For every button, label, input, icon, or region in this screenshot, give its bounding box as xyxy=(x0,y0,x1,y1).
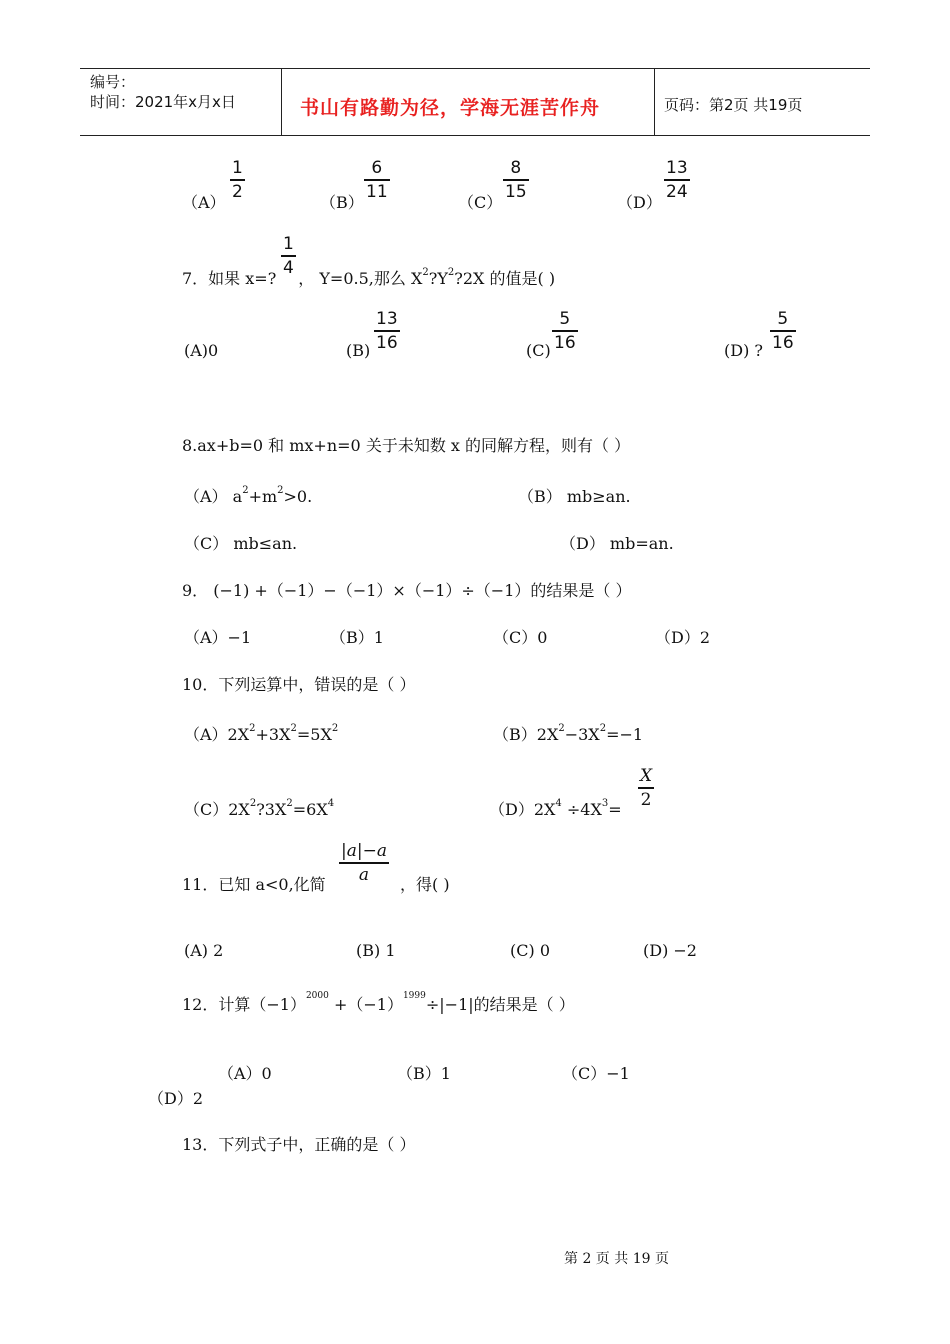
q7-mid2: ?Y xyxy=(428,269,448,288)
q9-option-a: （A）−1 xyxy=(184,628,252,647)
q7-stem xyxy=(182,266,555,289)
q7-prefix: 7．如果 x=? xyxy=(182,269,277,288)
q10-a-part: +3X xyxy=(255,725,291,744)
q9-stem: 9． (−1) +（−1）−（−1）×（−1）÷（−1）的结果是（ ） xyxy=(182,581,632,600)
q8-option-c: （C） mb≤an. xyxy=(184,534,298,553)
q6-option-a-fraction xyxy=(230,157,245,203)
q11-option-b: (B) 1 xyxy=(356,941,396,960)
q6-option-a-letter: （A） xyxy=(182,193,226,212)
q8-option-a-exp1: 2 xyxy=(242,485,249,496)
fraction-denominator: 4 xyxy=(283,257,294,278)
q10-a-exp: 2 xyxy=(290,723,297,734)
q10-c-part: （C）2X xyxy=(184,800,250,819)
q10-option-c xyxy=(184,797,334,820)
q12-exp2: 1999 xyxy=(402,991,426,1001)
q12-post: ÷|−1|的结果是（ ） xyxy=(425,995,575,1014)
q7-option-b-fraction xyxy=(374,308,400,354)
q10-d-part: （D）2X xyxy=(489,800,556,819)
q10-b-part: −3X xyxy=(564,725,600,744)
q8-option-a-text: （A） a xyxy=(184,487,243,506)
q10-b-part: =−1 xyxy=(606,725,644,744)
q10-c-part: ?3X xyxy=(256,800,287,819)
q10-d-part: = xyxy=(608,800,622,819)
q10-option-d xyxy=(489,797,622,820)
q11-option-c: (C) 0 xyxy=(510,941,550,960)
q11-prefix: 11．已知 a<0,化简 xyxy=(182,875,326,894)
q10-b-exp: 2 xyxy=(599,723,607,734)
fraction-denominator: a xyxy=(358,864,370,885)
fraction-denominator: 11 xyxy=(366,181,388,202)
q7-fraction xyxy=(281,233,296,279)
fraction-denominator: 15 xyxy=(505,181,527,202)
q11-suffix: ，得( ) xyxy=(400,875,450,894)
q7-option-c-letter: (C) xyxy=(526,341,551,360)
q12-option-c: （C）−1 xyxy=(562,1064,630,1083)
page-footer: 第 2 页 共 19 页 xyxy=(564,1251,669,1267)
q6-option-d-letter: （D） xyxy=(617,193,662,212)
q7-exp2: 2 xyxy=(447,267,455,278)
q10-d-part: ÷4X xyxy=(561,800,602,819)
q6-option-b-letter: （B） xyxy=(320,193,364,212)
fraction-denominator: 16 xyxy=(554,332,576,353)
q9-option-d: （D）2 xyxy=(655,628,711,647)
q10-c-exp: 2 xyxy=(249,798,257,809)
q12-exp1: 2000 xyxy=(305,991,329,1001)
q7-option-d-fraction xyxy=(770,308,796,354)
fraction-numerator: 5 xyxy=(777,309,789,329)
q7-exp1: 2 xyxy=(422,267,429,278)
q11-option-a: (A) 2 xyxy=(184,941,224,960)
q12-pre: 12．计算（−1） xyxy=(182,995,306,1014)
q8-stem: 8.ax+b=0 和 mx+n=0 关于未知数 x 的同解方程，则有（ ） xyxy=(182,436,631,455)
q10-b-part: （B）2X xyxy=(493,725,559,744)
q7-option-d-letter: (D) ? xyxy=(724,341,763,360)
header-divider-right xyxy=(654,68,655,136)
q9-option-c: （C）0 xyxy=(493,628,548,647)
fraction-numerator: 13 xyxy=(666,158,688,178)
fraction-denominator: 24 xyxy=(666,181,688,202)
header-time-label: 时间：2021年x月x日 xyxy=(90,93,236,111)
header-top-rule xyxy=(80,68,870,69)
q9-option-b: （B）1 xyxy=(330,628,384,647)
q10-a-exp: 2 xyxy=(249,723,256,734)
q8-option-a xyxy=(184,484,312,507)
fraction-numerator: 5 xyxy=(559,309,571,329)
fraction-numerator: 13 xyxy=(376,309,398,329)
q10-c-exp: 2 xyxy=(286,798,293,809)
header-page-label: 页码：第2页 共19页 xyxy=(664,96,803,114)
q12-stem xyxy=(182,991,575,1015)
q7-mid: ， Y=0.5,那么 X xyxy=(298,269,423,288)
q10-a-part: =5X xyxy=(296,725,332,744)
q10-a-exp: 2 xyxy=(331,723,339,734)
header-motto: 书山有路勤为径，学海无涯苦作舟 xyxy=(300,97,601,119)
q12-option-b: （B）1 xyxy=(397,1064,451,1083)
fraction-denominator: 2 xyxy=(640,789,652,810)
q7-suffix: ?2X 的值是( ) xyxy=(454,269,556,288)
q8-option-a-mid: +m xyxy=(248,487,278,506)
q12-option-d: （D）2 xyxy=(148,1089,204,1108)
fraction-numerator: 1 xyxy=(283,234,294,254)
q12-option-a: （A）0 xyxy=(218,1064,272,1083)
q10-d-exp: 3 xyxy=(601,798,609,809)
q8-option-d: （D） mb=an. xyxy=(560,534,674,553)
q7-option-b-letter: (B) xyxy=(346,341,371,360)
q10-option-a xyxy=(184,722,338,745)
q7-option-c-fraction xyxy=(552,308,578,354)
header-bottom-rule xyxy=(80,135,870,136)
q7-option-a: (A)0 xyxy=(184,341,219,360)
q8-option-a-exp2: 2 xyxy=(277,485,284,496)
q11-fraction xyxy=(339,840,389,886)
header-divider-left xyxy=(281,68,282,136)
q11-option-d: (D) −2 xyxy=(643,941,697,960)
fraction-numerator: |a|−a xyxy=(341,841,387,861)
q10-d-exp: 4 xyxy=(555,798,562,809)
q13-stem: 13．下列式子中，正确的是（ ） xyxy=(182,1135,416,1154)
q8-option-a-post: >0. xyxy=(283,487,313,506)
q8-option-b: （B） mb≥an. xyxy=(518,487,631,506)
fraction-numerator: 1 xyxy=(232,158,243,178)
q10-option-b xyxy=(493,722,643,745)
q10-c-part: =6X xyxy=(292,800,328,819)
q10-a-part: （A）2X xyxy=(184,725,250,744)
fraction-denominator: 16 xyxy=(376,332,398,353)
q6-option-b-fraction xyxy=(364,157,390,203)
q10-c-exp: 4 xyxy=(327,798,335,809)
fraction-denominator: 16 xyxy=(772,332,794,353)
fraction-numerator: X xyxy=(640,766,653,786)
header-number-label: 编号： xyxy=(90,73,136,91)
fraction-denominator: 2 xyxy=(232,181,243,202)
q10-option-d-fraction xyxy=(638,765,654,811)
q6-option-c-fraction xyxy=(503,157,529,203)
q12-mid: +（−1） xyxy=(328,995,403,1014)
q10-b-exp: 2 xyxy=(558,723,565,734)
fraction-numerator: 8 xyxy=(510,158,522,178)
q6-option-c-letter: （C） xyxy=(458,193,503,212)
q10-stem: 10．下列运算中，错误的是（ ） xyxy=(182,675,416,694)
q6-option-d-fraction xyxy=(664,157,690,203)
fraction-numerator: 6 xyxy=(371,158,383,178)
